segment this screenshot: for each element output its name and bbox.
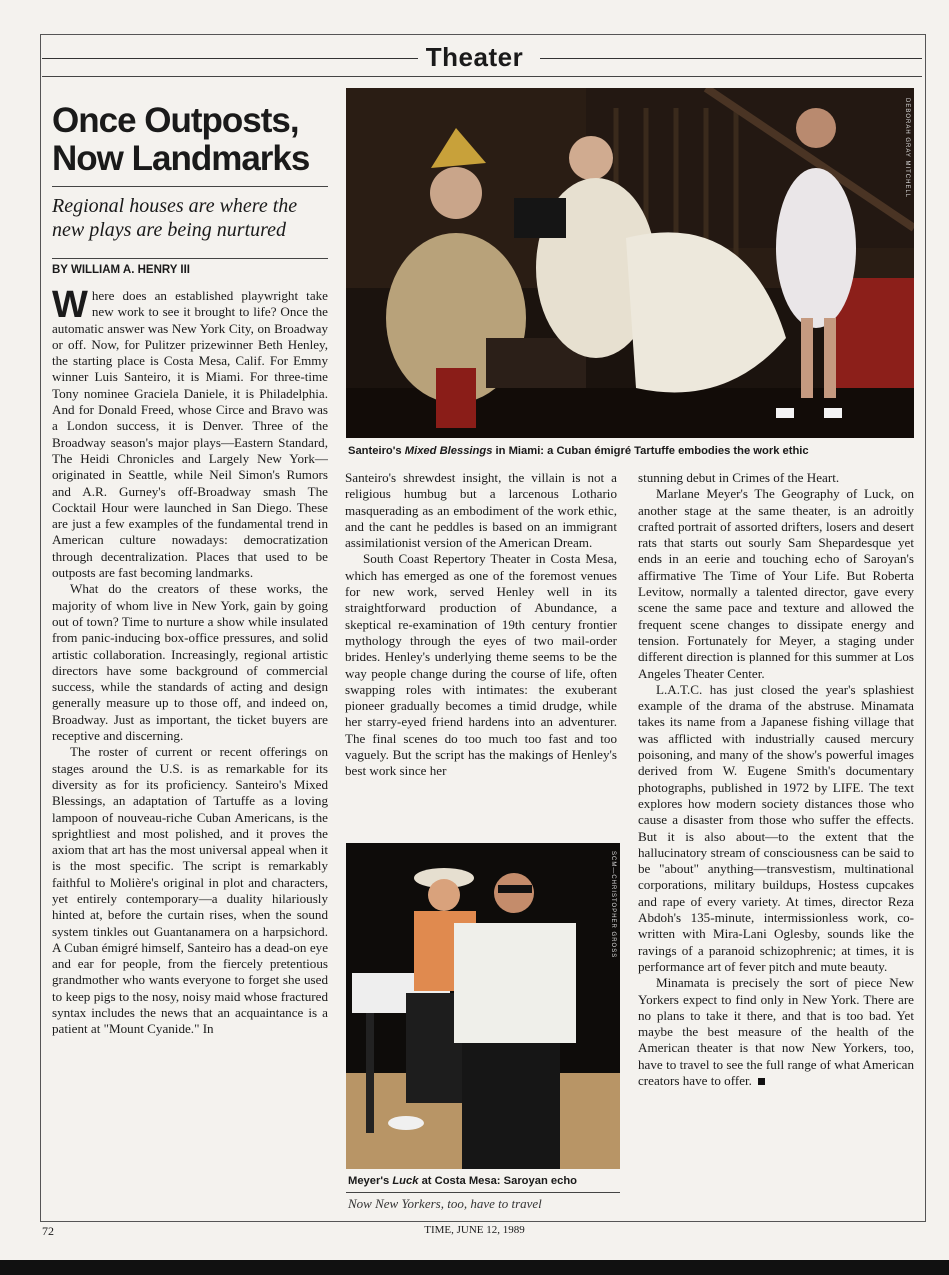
end-mark-icon [758,1078,765,1085]
paragraph: L.A.T.C. has just closed the year's splashiest example of the drama of the abstruse. Minamata takes its name from a Japanese fishing village that was afflicted with industrially caused mercury poisoning, and many of the show's powerful images derived from W. Eugene Smith's documentary photographs, published in 1972 by LIFE. The text explores how modern society distances those who cause a disaster from those who suffer the effects. But it is also about—to the extent that the hallucinatory stream of consciousness can be said to be "about" anything—transvestism, multinational corporations, military buildups, Hostess cupcakes and rape of every variety. At times, director Reza Abdoh's 135-minute, intermissionless work, co-written with Mira-Lani Oglesby, sounds like the ravings of a paranoid schizophrenic; at times, it is performance art of fever pitch and mute beauty. [638,681,914,974]
photo-geography-of-luck [346,843,620,1169]
paragraph [638,975,914,1089]
caption-text: in Miami: a Cuban émigré Tartuffe embodies the work ethic [492,445,809,457]
photo-mixed-blessings [346,88,914,438]
headline: Once Outposts, Now Landmarks [52,101,310,178]
photo-caption [348,1174,620,1188]
photo-credit: SCM—CHRISTOPHER GROSS [610,851,616,959]
pull-quote: Now New Yorkers, too, have to travel [348,1196,542,1211]
paragraph [52,288,328,581]
scan-edge [0,1260,949,1275]
column-3 [638,470,914,1218]
drop-cap: W [52,288,88,326]
photo-caption [348,444,914,458]
photo-credit: DEBORAH GRAY MITCHELL [904,98,910,199]
caption-text: Meyer's [348,1175,393,1187]
caption-text: at Costa Mesa: Saroyan echo [418,1175,578,1187]
deck-rule [52,258,328,259]
column-2 [345,470,617,832]
caption-title: Luck [392,1175,419,1187]
deck: Regional houses are where the new plays are being nurtured [52,195,298,241]
paragraph: What do the creators of these works, the majority of whom live in New York, gain by going out of town? Time to nurture a show while insulated from panic-inducing box-office pressures, and solid artistic collaboration. Increasingly, regional artistic directors have some background of commercial success, while the standards of acting and design generally measure up to those off, and indeed on, Broadway. Just as important, the ticket buyers are receptive and discerning. [52,581,328,744]
page-number: 72 [42,1224,54,1238]
paragraph-text: Minamata is precisely the sort of piece New Yorkers expect to find only in New York. There are no plans to take it there, and that is too bad. Yet maybe the best measure of the health of the American theater is that now New Yorkers, too, have to travel to see the full range of what American creators have to offer. [638,975,914,1088]
paragraph: stunning debut in Crimes of the Heart. [638,470,840,485]
section-divider [42,76,922,77]
paragraph: South Coast Repertory Theater in Costa Mesa, which has emerged as one of the foremost venues for new work, served Henley well in its straightforward production of Abundance, a skeptical re-examination of 19th century frontier mythology through the eyes of two mail-order brides. Henley's underlying theme seems to be the way people change during the course of life, often swapping roles with intimates: the exuberant pioneer gradually becomes a timid drudge, while her starry-eyed friend hardens into an adventurer. The final scenes do too much too fast and too vaguely. But the script has the makings of Henley's best work since her [345,551,617,779]
paragraph-text: here does an established playwright take new work to see it brought to life? Once the automatic answer was New York City, on Broadway or off. Now, for Pulitzer prizewinner Beth Henley, the starting place is Costa Mesa, Calif. For Emmy winner Luis Santeiro, it is Miami. For three-time Tony nominee Graciela Daniele, it is Philadelphia. And for Donald Freed, whose Circe and Bravo was a London success, it is Denver. Three of the Broadway season's major plays—Eastern Standard, The Heidi Chronicles and Largely New York—originated in Seattle, while Neil Simon's Rumors and A.R. Gurney's off-Broadway smash The Cocktail Hour were launched in San Diego. These are just a few examples of the fundamental trend in American culture nowadays: democratization through decentralization. Places that used to be outposts are fast becoming landmarks. [52,288,328,581]
section-title: Theater [418,42,531,73]
section-header [0,42,949,73]
paragraph: Marlane Meyer's The Geography of Luck, on another stage at the same theater, is an adroitly crafted portrait of assorted drifters, losers and desert rats that starts out sourly Sam Shepardesque yet ends in an eerie and touching echo of Saroyan's affirmative The Time of Your Life. But Roberta Levitow, normally a talented director, gave every scene the same pace and texture and allowed the frequent scene changes to dissipate energy and tension. Fortunately for Meyer, a staging under different direction is planned for this summer at Los Angeles Theater Center. [638,486,914,681]
headline-rule [52,186,328,187]
paragraph: Santeiro's shrewdest insight, the villain is not a religious humbug but a larcenous Lothario masquerading as an embodiment of the work ethic, and the cant he peddles is based on an immigrant assimilationist version of the American Dream. [345,470,617,551]
issue-line: TIME, JUNE 12, 1989 [424,1224,525,1236]
paragraph: The roster of current or recent offerings on stages around the U.S. is as remarkable for its diversity as for its proficiency. Santeiro's Mixed Blessings, an adaptation of Tartuffe as a loving lampoon of nouveau-riche Cuban Americans, is the sprightliest and most polished, and it proves the axiom that art has the most universal appeal when it is the most specific. The script is remarkably faithful to Molière's original in plot and characters, yet entirely contemporary—a duality hilariously hinted at, before the curtain rises, when the sound system tinkles out Guantanamera on a harpsichord. A Cuban émigré himself, Santeiro has a dead-on eye and ear for people, from the fiercely pretentious grandmother who wants everyone to forget she used to keep pigs to the nosy, noisy maid whose fractured syntax includes the news that an acquaintance is a patient at "Mount Cyanide." In [52,744,328,1037]
column-1 [52,288,328,1212]
byline: BY WILLIAM A. HENRY III [52,264,191,276]
caption-rule [346,1192,620,1193]
caption-title: Mixed Blessings [404,445,493,457]
caption-text: Santeiro's [348,445,405,457]
